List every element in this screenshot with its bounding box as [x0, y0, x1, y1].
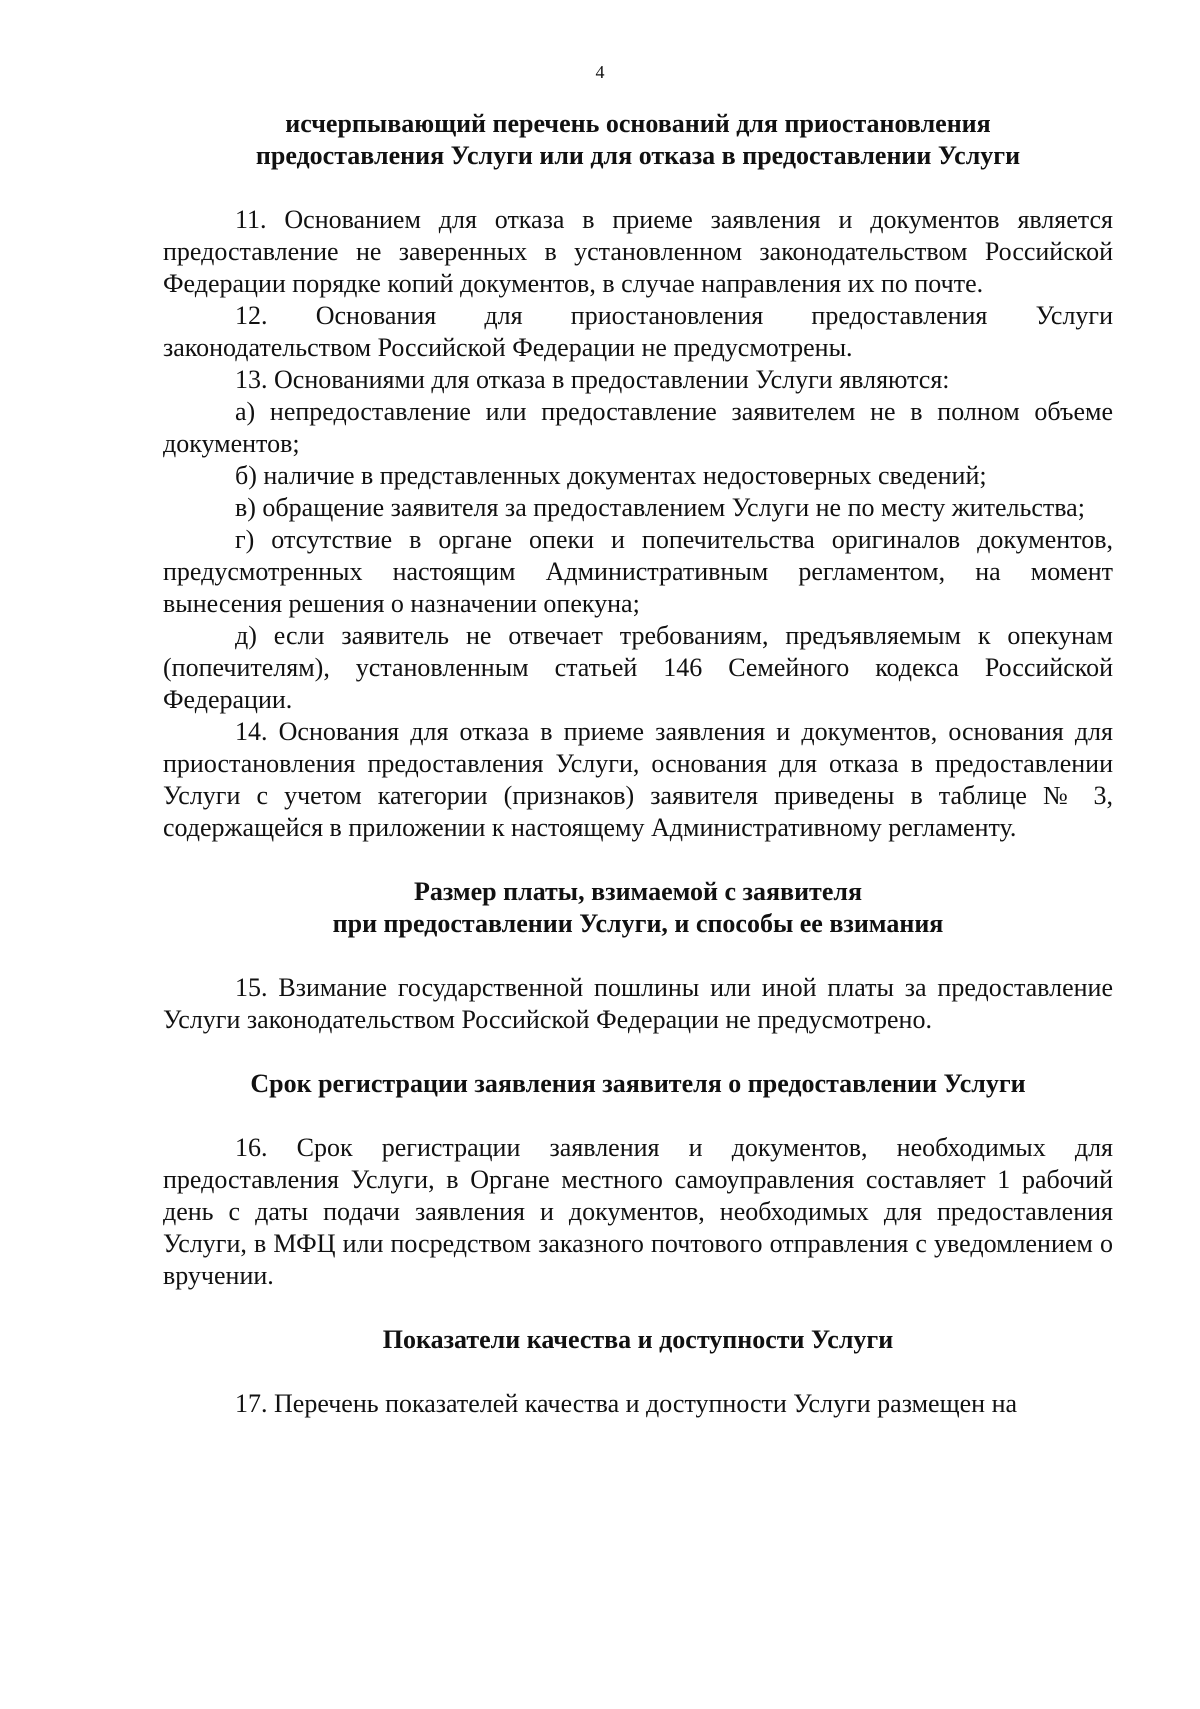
heading-line: при предоставлении Услуги, и способы ее взимания [332, 909, 944, 938]
paragraph: 11. Основанием для отказа в приеме заявления и документов является предоставление не заверенных в установленном законодательством Российской Федерации порядке копий документов, в случае направления их по почте. [163, 205, 1113, 298]
page-number: 4 [595, 62, 605, 82]
page-content [163, 108, 1113, 1420]
list-item: г) отсутствие в органе опеки и попечительства оригиналов документов, предусмотренных настоящим Административным регламентом, на момент вынесения решения о назначении опекуна; [163, 525, 1113, 618]
section-heading [163, 1068, 1113, 1100]
section-heading [163, 108, 1113, 172]
list-item: а) непредоставление или предоставление заявителем не в полном объеме документов; [163, 397, 1113, 458]
paragraph: 15. Взимание государственной пошлины или иной платы за предоставление Услуги законодательством Российской Федерации не предусмотрено. [163, 973, 1113, 1034]
paragraph: 12. Основания для приостановления предоставления Услуги законодательством Российской Федерации не предусмотрены. [163, 301, 1113, 362]
paragraph: 16. Срок регистрации заявления и документов, необходимых для предоставления Услуги, в Органе местного самоуправления составляет 1 рабочий день с даты подачи заявления и документов, необходимых для предоставления Услуги, в МФЦ или посредством заказного почтового отправления с уведомлением о вручении. [163, 1133, 1113, 1290]
heading-line: исчерпывающий перечень оснований для приостановления [285, 109, 991, 138]
heading-line: Показатели качества и доступности Услуги [382, 1325, 894, 1354]
heading-line: предоставления Услуги или для отказа в предоставлении Услуги [255, 141, 1021, 170]
section-heading [163, 1324, 1113, 1356]
list-item: д) если заявитель не отвечает требованиям, предъявляемым к опекунам (попечителям), установленным статьей 146 Семейного кодекса Российской Федерации. [163, 621, 1113, 714]
section-heading [163, 876, 1113, 940]
paragraph: 17. Перечень показателей качества и доступности Услуги размещен на [235, 1389, 1018, 1418]
list-item: б) наличие в представленных документах недостоверных сведений; [235, 461, 987, 490]
heading-line: Размер платы, взимаемой с заявителя [413, 877, 863, 906]
paragraph: 13. Основаниями для отказа в предоставлении Услуги являются: [235, 365, 950, 394]
paragraph: 14. Основания для отказа в приеме заявления и документов, основания для приостановления предоставления Услуги, основания для отказа в предоставлении Услуги с учетом категории (признаков) заявителя приведены в таблице № 3, содержащейся в приложении к настоящему Административному регламенту. [163, 717, 1113, 842]
heading-line: Срок регистрации заявления заявителя о предоставлении Услуги [250, 1069, 1026, 1098]
list-item: в) обращение заявителя за предоставлением Услуги не по месту жительства; [235, 493, 1085, 522]
